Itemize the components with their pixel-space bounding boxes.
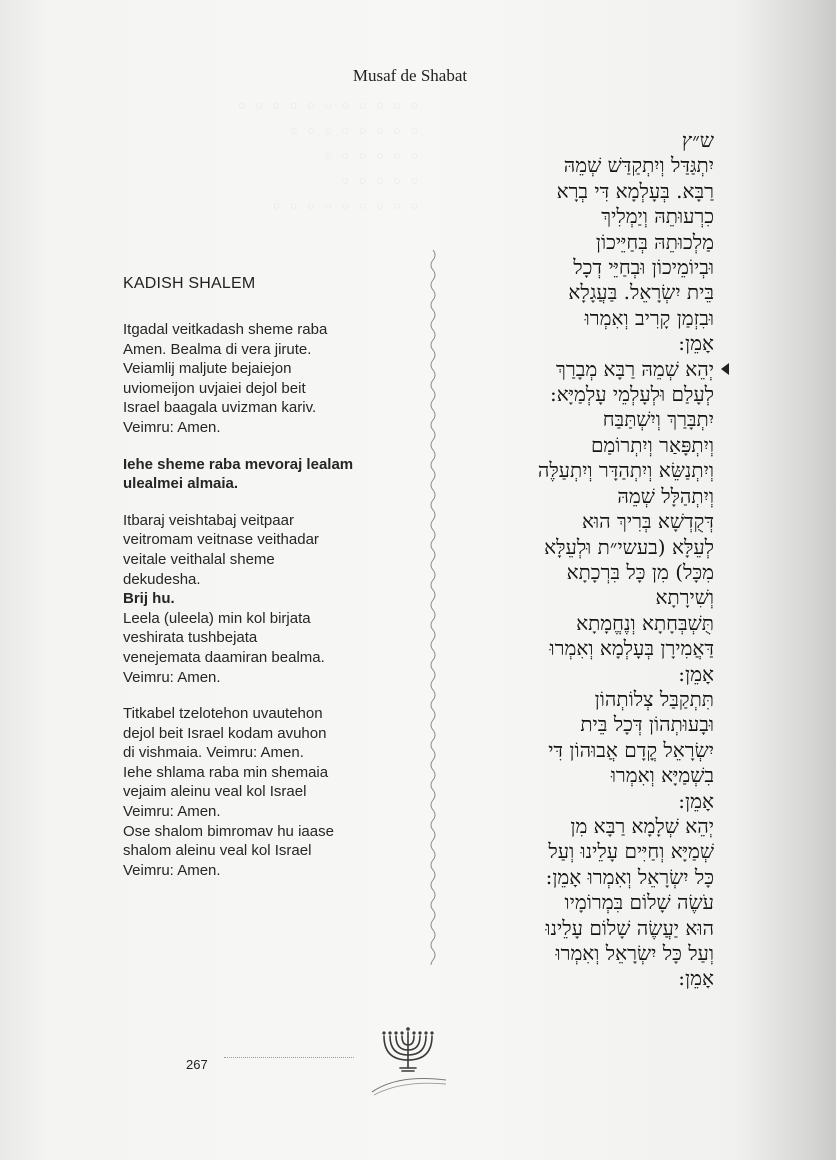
text-line: Veimru: Amen.: [123, 668, 221, 686]
hebrew-line: יִשְׂרָאֵל קֳדָם אֲבוּהוֹן דִּי: [548, 737, 714, 762]
text-line: shalom aleinu veal kol Israel: [123, 842, 312, 860]
text-line: Leela (uleela) min kol birjata: [123, 609, 311, 627]
hebrew-line: יִתְגַּדַּל וְיִתְקַדַּשׁ שְׁמֵהּ: [563, 153, 714, 178]
hebrew-line: אָמֵן:: [678, 966, 714, 991]
hebrew-line: וּבִזְמַן קָרִיב וְאִמְרוּ: [584, 305, 714, 330]
show-through-text: ◦ ◦ ◦ ◦ ◦ ◦ ◦ ◦ ◦ ◦ ◦ ◦ ◦ ◦ ◦ ◦ ◦ ◦ ◦ ◦ ◦ ◦ ◦ ◦ ◦ ◦ ◦ ◦ ◦ ◦ ◦ ◦ ◦ ◦ ◦ ◦ ◦ ◦ ◦: [236, 96, 420, 218]
section-heading: KADISH SHALEM: [123, 275, 256, 292]
hebrew-line: עֹשֶׂה שָׁלוֹם בִּמְרוֹמָיו: [564, 890, 714, 915]
triangle-left-icon: [721, 363, 729, 375]
hebrew-line: דַּאֲמִירָן בְּעָלְמָא וְאִמְרוּ: [549, 636, 714, 661]
hebrew-line: תִּתְקַבַּל צְלוֹתְהוֹן: [594, 686, 714, 711]
hebrew-line: רַבָּא. בְּעָלְמָא דִּי בְרָא: [556, 178, 714, 203]
page-number: 267: [186, 1057, 208, 1072]
text-line: Veimru: Amen.: [123, 861, 221, 879]
text-line: Iehe sheme raba mevoraj lealam: [123, 455, 354, 473]
hebrew-line: אָמֵן:: [678, 788, 714, 813]
hebrew-line: וְיִתְהַלָּל שְׁמֵהּ: [617, 483, 714, 508]
hebrew-line: וְעַל כָּל יִשְׂרָאֵל וְאִמְרוּ: [555, 941, 714, 965]
hebrew-line: אָמֵן:: [678, 331, 714, 356]
hebrew-line: וְיִתְפָּאַר וְיִתְרוֹמַם: [590, 432, 714, 457]
hebrew-line: וּבָעוּתְהוֹן דְּכָל בֵּית: [580, 712, 714, 737]
footer-dotted-rule: [224, 1057, 354, 1058]
text-line: Veiamlij maljute bejaiejon: [123, 360, 292, 378]
hebrew-line: דְּקֻדְשָׁא בְּרִיךְ הוּא: [582, 509, 714, 534]
hebrew-line: אָמֵן:: [678, 661, 714, 686]
text-line: ulealmei almaia.: [123, 475, 239, 493]
text-line: Israel baagala uvizman kariv.: [123, 399, 317, 417]
hebrew-line: כָּל יִשְׂרָאֵל וְאִמְרוּ אָמֵן:: [545, 864, 714, 889]
text-line: uviomeijon uvjaiei dejol beit: [123, 379, 306, 397]
text-line: dejol beit Israel kodam avuhon: [123, 724, 327, 742]
text-line: veshirata tushbejata: [123, 629, 258, 647]
text-line: Iehe shlama raba min shemaia: [123, 763, 329, 781]
hebrew-line: בֵּית יִשְׂרָאֵל. בַּעֲגָלָא: [568, 280, 714, 305]
hebrew-line: הוּא יַעֲשֶׂה שָׁלוֹם עָלֵינוּ: [545, 915, 714, 940]
wavy-column-divider: [428, 250, 438, 965]
text-line: di vishmaia. Veimru: Amen.: [123, 744, 304, 762]
hebrew-line: מַלְכוּתֵהּ בְּחַיֵּיכוֹן: [595, 229, 714, 254]
hebrew-line: ש״ץ: [681, 128, 714, 152]
text-line: veitromam veitnase veithadar: [123, 531, 319, 549]
text-line: Titkabel tzelotehon uvautehon: [123, 705, 323, 723]
hebrew-line: יְהֵא שְׁמֵהּ רַבָּא מְבָרַךְ: [556, 356, 714, 381]
text-line: Brij hu.: [123, 590, 175, 608]
hebrew-line: וְיִתְנַשֵּׂא וְיִתְהַדָּר וְיִתְעַלֶּה: [537, 458, 714, 483]
hebrew-line: לְעָלַם וּלְעָלְמֵי עָלְמַיָּא:: [550, 382, 714, 407]
text-line: Amen. Bealma di vera jirute.: [123, 340, 312, 358]
hebrew-line: יִתְבָּרַךְ וְיִשְׁתַּבַּח: [602, 407, 714, 432]
text-line: veitale veithalal sheme: [123, 550, 275, 568]
text-line: Itbaraj veishtabaj veitpaar: [123, 511, 294, 529]
text-line: Ose shalom bimromav hu iaase: [123, 822, 334, 840]
translit-paragraph-3: [123, 511, 423, 687]
text-line: venejemata daamiran bealma.: [123, 648, 325, 666]
hebrew-line: וּבְיוֹמֵיכוֹן וּבְחַיֵּי דְכָל: [573, 255, 714, 280]
hebrew-line: יְהֵא שְׁלָמָא רַבָּא מִן: [570, 813, 714, 838]
text-line: Veimru: Amen.: [123, 803, 221, 821]
translit-paragraph-4: [123, 704, 423, 880]
transliteration-column: [123, 320, 423, 897]
page-header-title: Musaf de Shabat: [352, 66, 468, 85]
hebrew-line: מִכָּל) מִן כָּל בִּרְכָתָא: [566, 559, 714, 584]
text-line: dekudesha.: [123, 570, 201, 588]
translit-paragraph-1: [123, 320, 423, 438]
hebrew-line: לְעֵלָּא (בעשי״ת וּלְעֵלָּא: [544, 534, 714, 559]
translit-paragraph-2: [123, 455, 423, 494]
text-line: Veimru: Amen.: [123, 418, 221, 436]
hebrew-text-column: [452, 128, 714, 992]
hebrew-line: בִשְׁמַיָּא וְאִמְרוּ: [610, 763, 714, 788]
hebrew-line: כִרְעוּתֵהּ וְיַמְלִיךְ: [601, 204, 714, 229]
text-line: Itgadal veitkadash sheme raba: [123, 321, 328, 338]
hebrew-line: תֻּשְׁבְּחָתָא וְנֶחֱמָתָא: [576, 610, 714, 635]
hebrew-line: וְשִׁירָתָא: [655, 585, 714, 610]
menorah-icon: [368, 1018, 448, 1098]
text-line: vejaim aleinu veal kol Israel: [123, 783, 307, 801]
hebrew-line: שְׁמַיָּא וְחַיִּים עָלֵינוּ וְעַל: [548, 839, 714, 864]
